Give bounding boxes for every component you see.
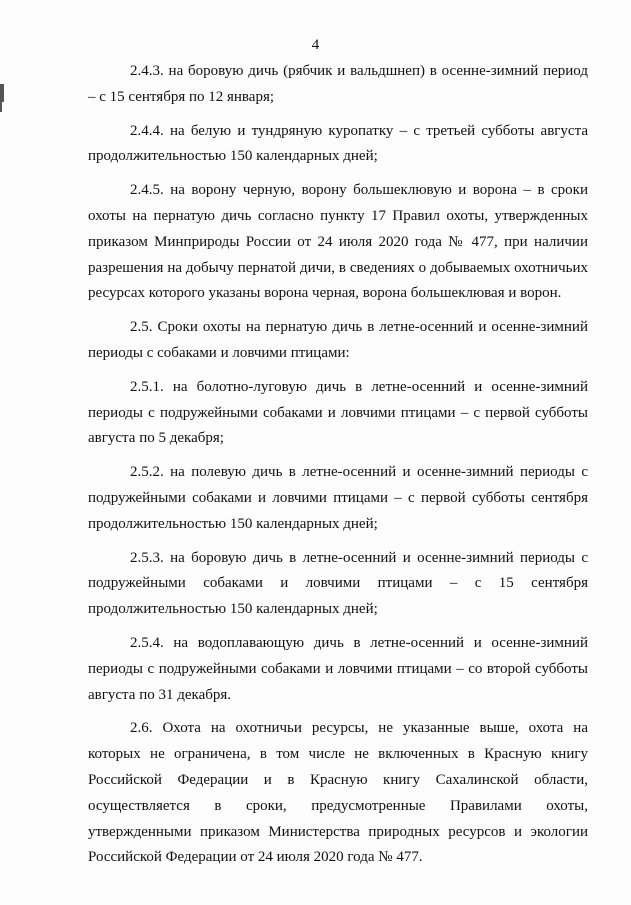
paragraph-2-5-3: 2.5.3. на боровую дичь в летне-осенний и осенне-зимний периоды с подружейными собаками и ловчими птицами – с 15 сентября продолжительностью 150 календарных дней; [88, 549, 588, 618]
paragraph-2-4-5: 2.4.5. на ворону черную, ворону большеклювую и ворона – в сроки охоты на пернатую дичь согласно пункту 17 Правил охоты, утвержденных приказом Минприроды России от 24 июля 2020 года № 477, при наличии разрешения на добычу пернатой дичи, в сведениях о добываемых охотничьих ресурсах которого указаны ворона черная, ворона большеклювая и ворон. [88, 182, 588, 302]
paragraph-2-5-2: 2.5.2. на полевую дичь в летне-осенний и осенне-зимний периоды с подружейными собаками и ловчими птицами – с первой субботы сентября продолжительностью 150 календарных дней; [88, 464, 588, 532]
scan-edge-mark [0, 102, 2, 112]
paragraph-2-5-1: 2.5.1. на болотно-луговую дичь в летне-осенний и осенне-зимний периоды с подружейными собаками и ловчими птицами – с первой субботы августа по 5 декабря; [88, 378, 588, 447]
page-number: 4 [311, 37, 320, 53]
paragraph-2-4-3: 2.4.3. на боровую дичь (рябчик и вальдшнеп) в осенне-зимний период – с 15 сентября по 12 января; [88, 63, 588, 105]
paragraph-2-5-4: 2.5.4. на водоплавающую дичь в летне-осенний и осенне-зимний периоды с подружейными собаками и ловчими птицами – со второй субботы августа по 31 декабря. [88, 634, 588, 703]
paragraph-2-6: 2.6. Охота на охотничьи ресурсы, не указанные выше, охота на которых не ограничена, в том числе не включенных в Красную книгу Российской Федерации и в Красную книгу Сахалинской области, осуществляется в сроки, предусмотренные Правилами охоты, утвержденными приказом Министерства природных ресурсов и экологии Российской Федерации от 24 июля 2020 года № 477. [88, 720, 588, 866]
document-body [88, 59, 588, 879]
paragraph-2-5: 2.5. Сроки охоты на пернатую дичь в летне-осенний и осенне-зимний периоды с собаками и ловчими птицами: [88, 319, 588, 361]
scan-edge-mark [0, 84, 4, 102]
paragraph-2-4-4: 2.4.4. на белую и тундряную куропатку – с третьей субботы августа продолжительностью 150 календарных дней; [88, 122, 588, 165]
